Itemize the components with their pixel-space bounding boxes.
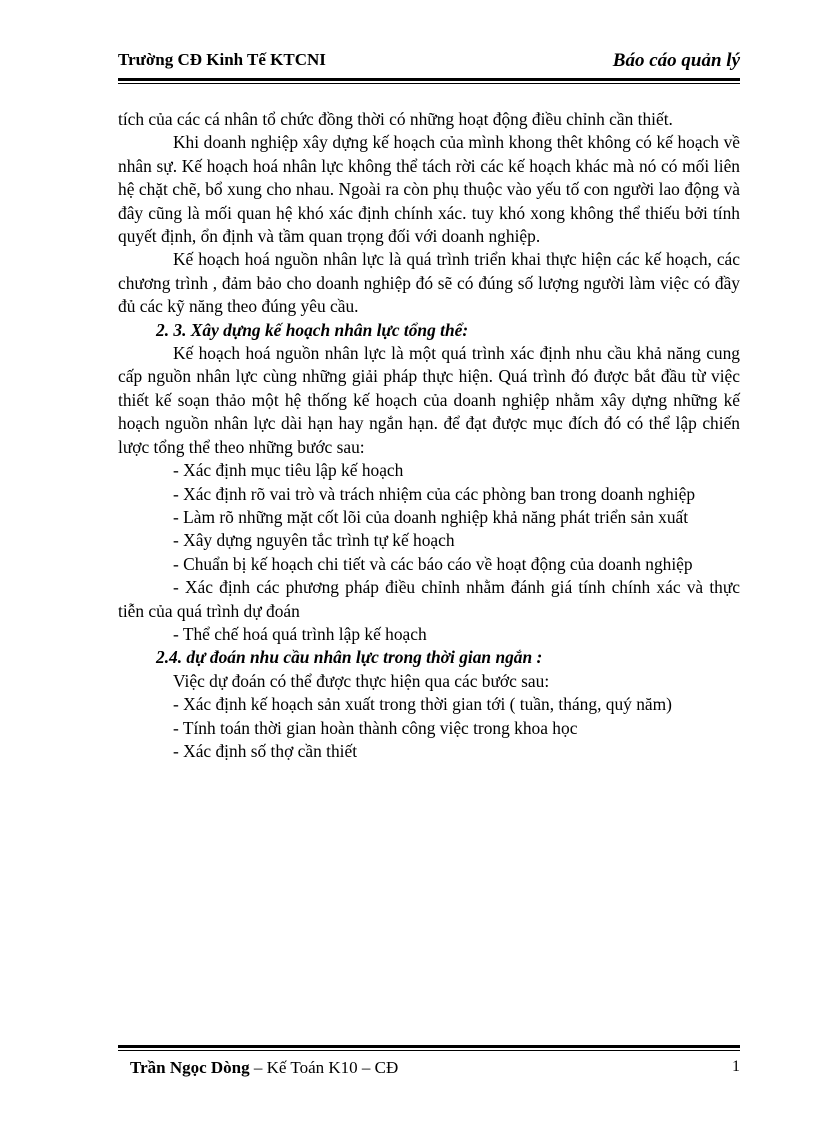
paragraph-continuation: tích của các cá nhân tổ chức đồng thời có những hoạt động điều chỉnh cần thiết.: [118, 109, 673, 129]
list-item: - Xác định mục tiêu lập kế hoạch: [173, 460, 404, 481]
page-footer: [130, 1058, 740, 1080]
page-header: [118, 50, 740, 74]
section-heading-2-3: 2. 3. Xây dựng kế hoạch nhân lực tổng thể:: [156, 319, 469, 340]
paragraph: Kế hoạch hoá nguồn nhân lực là quá trình triển khai thực hiện các kế hoạch, các chương trình , đảm bảo cho doanh nghiệp đó sẽ có đúng số lượng người làm việc có đầy đủ các kỹ năng theo đúng yêu cầu.: [118, 249, 740, 317]
header-rule-thick: [118, 78, 740, 81]
page-number: 1: [732, 1058, 740, 1075]
header-report-title: Báo cáo quản lý: [612, 50, 740, 71]
list-item: - Làm rõ những mặt cốt lõi của doanh nghiệp khả năng phát triển sản xuất: [173, 506, 689, 527]
footer-author: Trần Ngọc Dòng: [130, 1058, 250, 1077]
list-item: - Xác định rõ vai trò và trách nhiệm của các phòng ban trong doanh nghiệp: [173, 483, 696, 504]
list-item: - Tính toán thời gian hoàn thành công việc trong khoa học: [173, 717, 578, 738]
list-item: - Thể chế hoá quá trình lập kế hoạch: [173, 623, 427, 644]
paragraph: Kế hoạch hoá nguồn nhân lực là một quá trình xác định nhu cầu khả năng cung cấp nguồn nhân lực cùng những giải pháp thực hiện. Quá trình đó được bắt đầu từ việc thiết kế soạn thảo một hệ thống kế hoạch của doanh nghiệp nhằm xây dựng những kế hoạch nguồn nhân lực dài hạn hay ngắn hạn. để đạt được mục đích đó có thể lập chiến lược tổng thể theo những bước sau:: [118, 343, 740, 457]
page-body: [118, 108, 740, 763]
list-item: - Xây dựng nguyên tắc trình tự kế hoạch: [173, 530, 455, 551]
footer-rule-thin: [118, 1050, 740, 1051]
list-item: - Xác định các phương pháp điều chỉnh nhằm đánh giá tính chính xác và thực tiễn của quá trình dự đoán: [118, 577, 740, 621]
paragraph: Việc dự đoán có thể được thực hiện qua các bước sau:: [173, 670, 550, 691]
footer-course: – Kế Toán K10 – CĐ: [249, 1058, 399, 1077]
footer-rule-thick: [118, 1045, 740, 1048]
header-rule-thin: [118, 83, 740, 84]
list-item: - Xác định kế hoạch sản xuất trong thời gian tới ( tuần, tháng, quý năm): [173, 694, 672, 715]
section-heading-2-4: 2.4. dự đoán nhu cầu nhân lực trong thời gian ngắn :: [156, 647, 543, 668]
paragraph: Khi doanh nghiệp xây dựng kế hoạch của mình khong thêt không có kế hoạch về nhân sự. Kế hoạch hoá nhân lực không thể tách rời các kế hoạch khác mà nó có mối liên hệ chặt chẽ, bổ xung cho nhau. Ngoài ra còn phụ thuộc vào yếu tố con người lao động và đây cũng là mối quan hệ khó xác định chính xác. tuy khó xong không thể thiếu bởi tính quyết định, ổn định và tầm quan trọng đối với doanh nghiệp.: [118, 132, 740, 247]
header-school-name: Trường CĐ Kinh Tế KTCNI: [118, 50, 326, 69]
list-item: - Xác định số thợ cần thiết: [173, 740, 358, 761]
list-item: - Chuẩn bị kế hoạch chi tiết và các báo cáo về hoạt động của doanh nghiệp: [173, 553, 693, 574]
